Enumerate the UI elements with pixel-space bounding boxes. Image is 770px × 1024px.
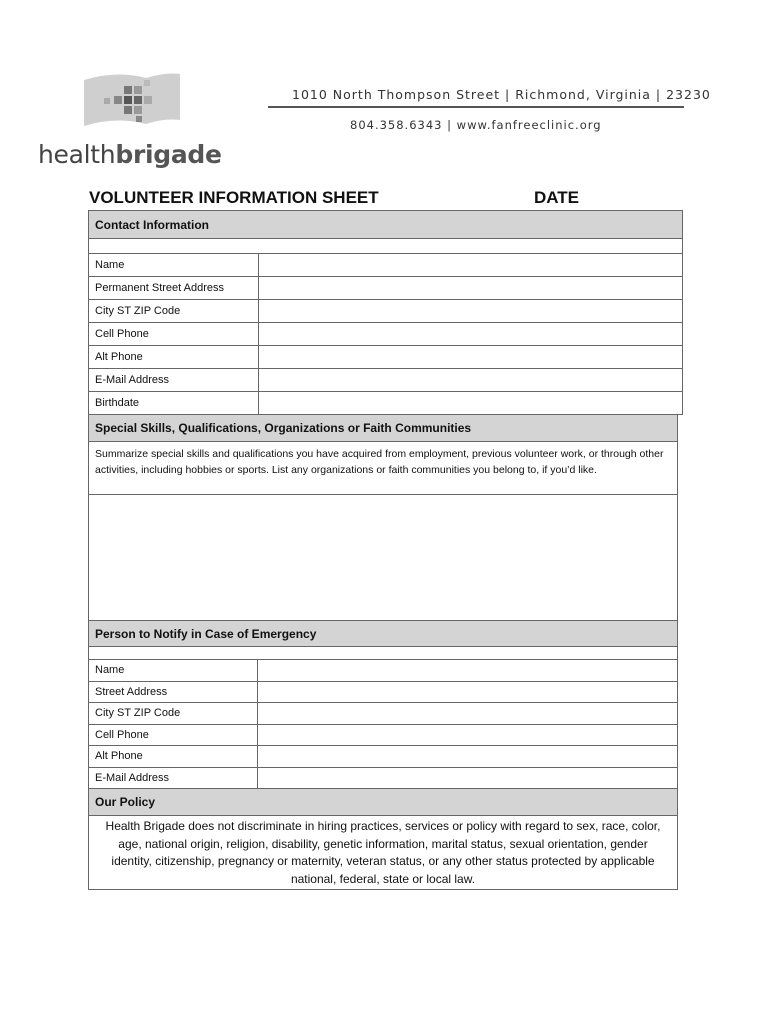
field-label: Name [89,660,258,681]
form-row [88,768,678,790]
form-row [88,277,683,300]
field-input[interactable] [259,369,682,391]
field-input[interactable] [258,725,677,746]
form-title: VOLUNTEER INFORMATION SHEET [89,188,379,207]
field-label: E-Mail Address [89,369,259,391]
field-label: City ST ZIP Code [89,300,259,322]
field-input[interactable] [259,346,682,368]
header-divider [268,106,684,108]
skills-input-area[interactable] [88,495,678,621]
field-input[interactable] [259,392,682,414]
field-label: Street Address [89,682,258,703]
field-input[interactable] [259,254,682,276]
form-row [88,392,683,415]
form-row [88,323,683,346]
field-input[interactable] [259,277,682,299]
field-input[interactable] [258,703,677,724]
flag-logo-icon [76,68,186,138]
logo-wordmark: healthbrigade [38,140,222,169]
emergency-section-header: Person to Notify in Case of Emergency [88,621,678,647]
field-label: Name [89,254,259,276]
form-row [88,346,683,369]
health-brigade-logo [36,68,222,173]
form-row [88,725,678,747]
field-label: E-Mail Address [89,768,258,789]
field-label: Alt Phone [89,746,258,767]
policy-section-header: Our Policy [88,789,678,816]
field-input[interactable] [258,660,677,681]
contact-line: 804.358.6343 | www.fanfreeclinic.org [350,118,602,132]
field-label: City ST ZIP Code [89,703,258,724]
form-row [88,746,678,768]
date-label: DATE [534,188,580,207]
contact-section-header: Contact Information [88,210,683,239]
field-label: Cell Phone [89,725,258,746]
form-row [88,369,683,392]
field-input[interactable] [259,300,682,322]
form-row [88,254,683,277]
address-line: 1010 North Thompson Street | Richmond, Virginia | 23230 [292,87,711,102]
contact-spacer-row [88,239,683,254]
skills-section-header: Special Skills, Qualifications, Organizations or Faith Communities [88,415,678,442]
field-label: Cell Phone [89,323,259,345]
policy-text: Health Brigade does not discriminate in hiring practices, services or policy with regard to sex, race, color, age, national origin, religion, disability, genetic information, marital status, sexual orientation, gender identity, citizenship, pregnancy or maternity, veteran status, or any other status protected by applicable national, federal, state or local law. [88,816,678,890]
emergency-spacer-row [88,647,678,660]
field-label: Birthdate [89,392,259,414]
field-input[interactable] [259,323,682,345]
field-label: Permanent Street Address [89,277,259,299]
form-row [88,703,678,725]
form-row [88,300,683,323]
field-input[interactable] [258,682,677,703]
field-input[interactable] [258,746,677,767]
field-input[interactable] [258,768,677,789]
form-row [88,682,678,704]
form-row [88,660,678,682]
field-label: Alt Phone [89,346,259,368]
skills-instructions: Summarize special skills and qualifications you have acquired from employment, previous volunteer work, or through other activities, including hobbies or sports. List any organizations or faith communities you belong to, if you’d like. [88,442,678,495]
